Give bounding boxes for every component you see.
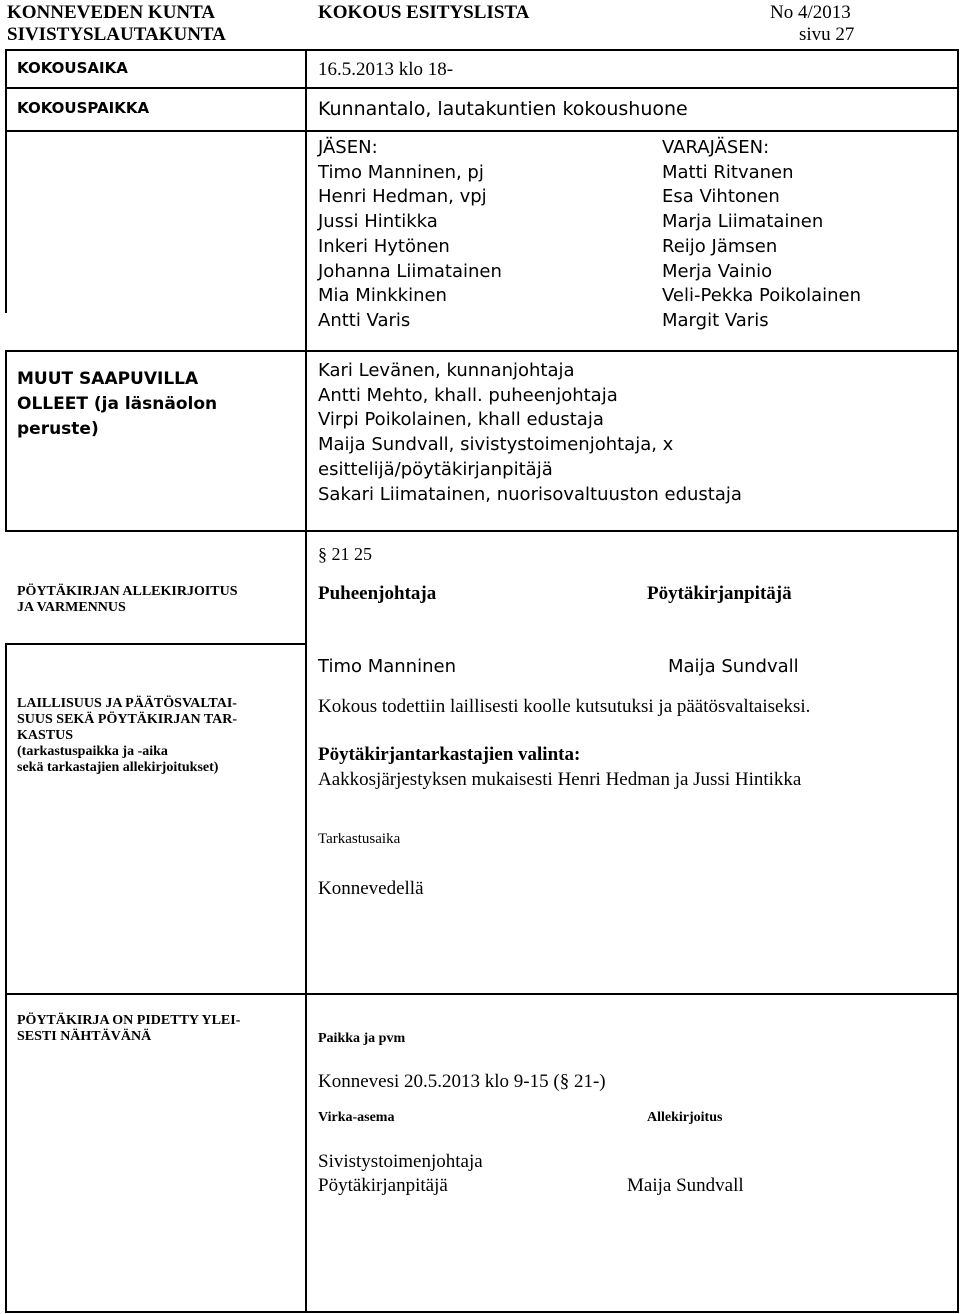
inspectors-text: Aakkosjärjestyksen mukaisesti Henri Hedman ja Jussi Hintikka [318, 769, 802, 790]
deputy-item: Margit Varis [662, 309, 769, 331]
member-item: Inkeri Hytönen [318, 235, 450, 257]
others-label [17, 367, 217, 442]
signature-label: Allekirjoitus [647, 1110, 723, 1125]
other-item: Sakari Liimatainen, nuorisovaltuuston edustaja [318, 483, 742, 505]
chair-name: Timo Manninen [318, 656, 456, 677]
public-label-line: PÖYTÄKIRJA ON PIDETTY YLEI- [17, 1013, 241, 1028]
rule-others [5, 530, 959, 532]
other-item: Virpi Poikolainen, khall edustaja [318, 409, 604, 431]
member-item: Henri Hedman, vpj [318, 186, 487, 208]
deputy-item: Veli-Pekka Poikolainen [662, 285, 862, 307]
other-item: Maija Sundvall, sivistystoimenjohtaja, x [318, 434, 674, 456]
rule-time [5, 87, 959, 89]
place-date-label: Paikka ja pvm [318, 1031, 406, 1046]
legality-label-line: KASTUS [17, 728, 74, 743]
rule-legality [5, 993, 959, 995]
meeting-time-value: 16.5.2013 klo 18- [318, 59, 454, 80]
others-label-line: MUUT SAAPUVILLA [17, 369, 199, 389]
chair-title: Puheenjohtaja [318, 583, 437, 604]
member-item: Mia Minkkinen [318, 285, 447, 307]
board-name: SIVISTYSLAUTAKUNTA [7, 24, 226, 45]
rule-top [5, 49, 959, 51]
meeting-time-label: KOKOUSAIKA [17, 59, 128, 77]
meeting-place-value: Kunnantalo, lautakuntien kokoushuone [318, 98, 688, 120]
rule-left-b [5, 350, 7, 532]
document-number: No 4/2013 [770, 2, 851, 23]
inspection-time-label: Tarkastusaika [318, 831, 401, 847]
others-label-line: peruste) [17, 419, 99, 439]
deputies-heading: VARAJÄSEN: [662, 137, 770, 158]
rule-left-c [5, 643, 7, 993]
other-item: Kari Levänen, kunnanjohtaja [318, 360, 575, 381]
other-item: esittelijä/pöytäkirjanpitäjä [318, 458, 553, 480]
deputy-item: Esa Vihtonen [662, 186, 780, 208]
rule-place [5, 130, 959, 132]
document-title: KOKOUS ESITYSLISTA [318, 2, 530, 23]
deputy-item: Matti Ritvanen [662, 161, 794, 183]
section-numbers: § 21 25 [318, 544, 372, 564]
page-number: sivu 27 [799, 24, 855, 45]
rule-right [957, 49, 959, 1313]
others-label-line: OLLEET (ja läsnäolon [17, 394, 218, 414]
rule-signatures [5, 643, 307, 645]
legality-label-line: SUUS SEKÄ PÖYTÄKIRJAN TAR- [17, 712, 238, 727]
rule-left-a [5, 49, 7, 313]
legality-label-line: LAILLISUUS JA PÄÄTÖSVALTAI- [17, 696, 237, 711]
secretary-title: Pöytäkirjanpitäjä [647, 583, 792, 604]
member-item: Antti Varis [318, 309, 411, 331]
member-item: Timo Manninen, pj [318, 161, 484, 183]
place-date-value: Konnevesi 20.5.2013 klo 9-15 (§ 21-) [318, 1071, 606, 1092]
legality-label-line: (tarkastuspaikka ja -aika [17, 744, 168, 759]
meeting-place-label: KOKOUSPAIKKA [17, 99, 150, 117]
deputies-block [662, 136, 861, 334]
rule-column [305, 49, 307, 1313]
others-list [318, 359, 742, 507]
inspection-place: Konnevedellä [318, 878, 424, 899]
signatures-label-line: JA VARMENNUS [17, 600, 126, 615]
signer-name: Maija Sundvall [627, 1175, 744, 1196]
position-label: Virka-asema [318, 1110, 395, 1125]
org-name: KONNEVEDEN KUNTA [7, 2, 216, 23]
member-item: Johanna Liimatainen [318, 260, 502, 282]
inspectors-heading: Pöytäkirjantarkastajien valinta: [318, 744, 581, 765]
signatures-label [17, 584, 238, 616]
signatures-label-line: PÖYTÄKIRJAN ALLEKIRJOITUS [17, 584, 238, 599]
members-block [318, 136, 502, 334]
position-line: Sivistystoimenjohtaja [318, 1151, 483, 1172]
position-line: Pöytäkirjanpitäjä [318, 1175, 448, 1196]
other-item: Antti Mehto, khall. puheenjohtaja [318, 384, 618, 406]
rule-members [5, 350, 959, 352]
members-heading: JÄSEN: [318, 137, 378, 158]
deputy-item: Reijo Jämsen [662, 235, 778, 257]
deputy-item: Marja Liimatainen [662, 211, 824, 233]
rule-bottom [5, 1311, 959, 1313]
legality-label [17, 696, 237, 776]
member-item: Jussi Hintikka [318, 211, 438, 233]
legality-label-line: sekä tarkastajien allekirjoitukset) [17, 760, 219, 775]
public-label-line: SESTI NÄHTÄVÄNÄ [17, 1029, 152, 1044]
legality-statement: Kokous todettiin laillisesti koolle kutsutuksi ja päätösvaltaiseksi. [318, 696, 811, 717]
rule-left-d [5, 993, 7, 1313]
deputy-item: Merja Vainio [662, 260, 773, 282]
public-label [17, 1013, 240, 1045]
secretary-name: Maija Sundvall [668, 656, 799, 677]
